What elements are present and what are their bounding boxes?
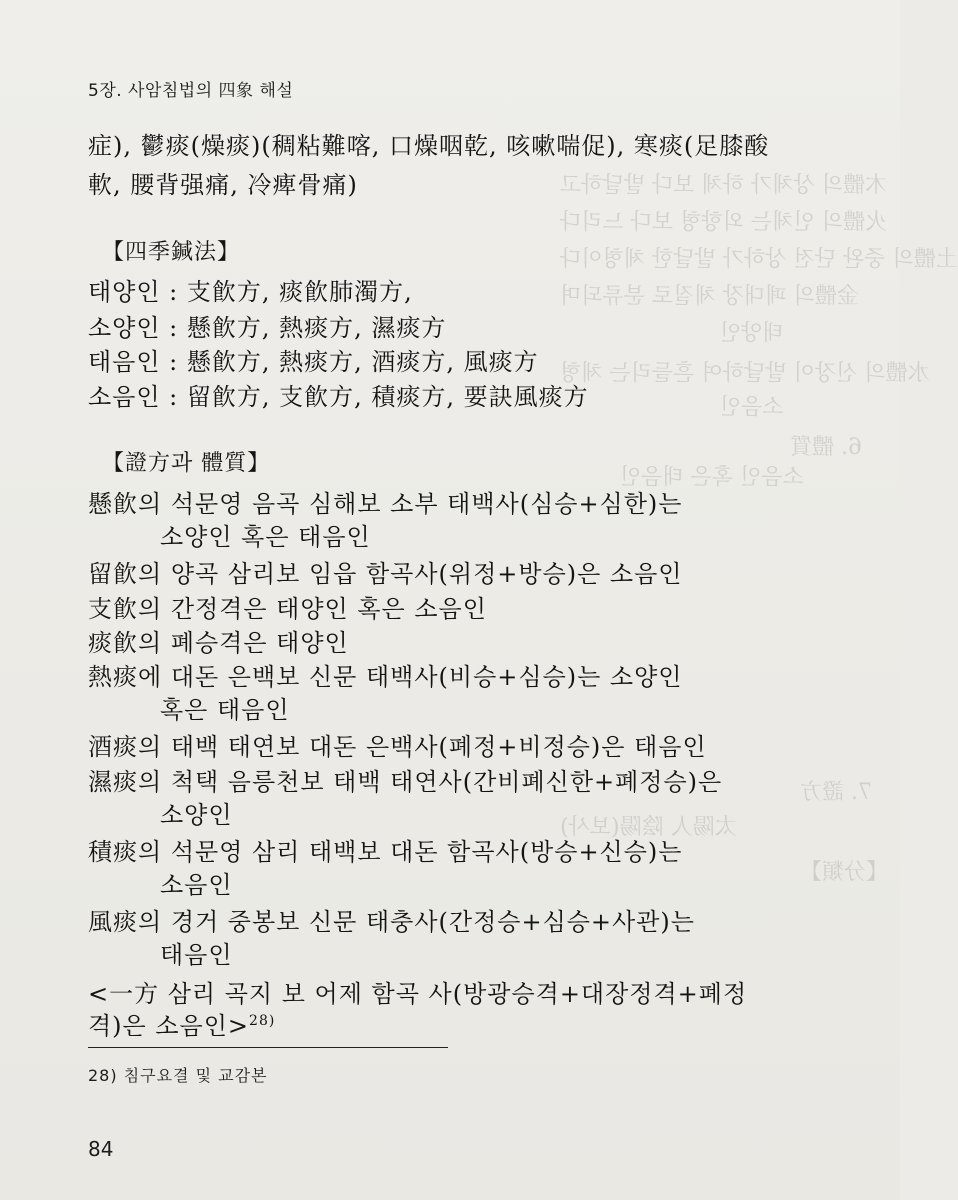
body-line-with-footnote (88, 1014, 275, 1038)
body-line: 懸飮의 석문영 음곡 심해보 소부 태백사(심승+심한)는 (88, 490, 683, 518)
show-through-line: 火體의 인체는 외향형 보다 느리다 (560, 210, 887, 235)
show-through-line: 7. 證方 (800, 780, 872, 805)
body-line: 軟, 腰背强痛, 冷痺骨痛) (88, 171, 358, 199)
body-line: 積痰의 석문영 삼리 태백보 대돈 함곡사(방승+신승)는 (88, 838, 683, 866)
section-heading: 【證方과 體質】 (102, 451, 271, 476)
show-through-line: 太陽人 陰陽(보사) (560, 815, 737, 840)
page-number: 84 (88, 1137, 114, 1161)
body-line: 酒痰의 태백 태연보 대돈 은백사(폐정+비정승)은 태음인 (88, 733, 707, 761)
body-line: 支飮의 간정격은 태양인 혹은 소음인 (88, 595, 487, 623)
body-line: 소양인 (160, 801, 233, 829)
show-through-line: 金體의 폐대장 체질로 분류되며 (560, 284, 859, 309)
show-through-line: 태양인 (720, 321, 784, 346)
show-through-line: 【分類】 (800, 860, 889, 885)
footnote: 28) 침구요결 및 교감본 (88, 1066, 268, 1085)
body-line: 風痰의 경거 중봉보 신문 태충사(간정승+심승+사관)는 (88, 908, 695, 936)
footnote-reference: 28) (249, 1013, 276, 1029)
show-through-line: 소음인 (720, 395, 784, 420)
show-through-line: 소음인 혹은 태음인 (620, 465, 805, 490)
footnote-divider (88, 1047, 448, 1048)
body-line: 태양인 : 支飮方, 痰飮肺濁方, (88, 278, 413, 306)
show-through-line: 水體의 신장이 발달하여 흔들리는 체형 (560, 361, 930, 386)
body-line: 태음인 (160, 941, 233, 969)
body-line: 留飮의 양곡 삼리보 임읍 함곡사(위정+방승)은 소음인 (88, 560, 683, 588)
show-through-line: 土體의 중완 단전 상하가 발달한 체형이다 (560, 247, 958, 272)
body-line: 태음인 : 懸飮方, 熱痰方, 酒痰方, 風痰方 (88, 348, 539, 376)
section-heading: 【四季鍼法】 (102, 240, 241, 265)
body-line: 濕痰의 척택 음릉천보 태백 태연사(간비폐신한+폐정승)은 (88, 768, 723, 796)
body-line: 熱痰에 대돈 은백보 신문 태백사(비승+심승)는 소양인 (88, 663, 683, 691)
body-line: 痰飮의 폐승격은 태양인 (88, 629, 349, 657)
show-through-line: 木體의 상체가 하체 보다 발달하고 (560, 173, 887, 198)
body-line: <一方 삼리 곡지 보 어제 함곡 사(방광승격+대장정격+폐정 (88, 980, 748, 1008)
body-line: 症), 鬱痰(燥痰)(稠粘難喀, 口燥咽乾, 咳嗽喘促), 寒痰(足膝酸 (88, 132, 770, 160)
body-line: 소양인 혹은 태음인 (160, 523, 371, 551)
body-line-text: 격)은 소음인> (88, 1012, 250, 1040)
body-line: 소음인 (160, 871, 233, 899)
body-line: 소양인 : 懸飮方, 熱痰方, 濕痰方 (88, 314, 447, 342)
running-header: 5장. 사암침법의 四象 해설 (88, 81, 294, 101)
show-through-line: 6. 體質 (790, 435, 862, 460)
body-line: 소음인 : 留飮方, 支飮方, 積痰方, 要訣風痰方 (88, 383, 589, 411)
body-line: 혹은 태음인 (160, 696, 290, 724)
